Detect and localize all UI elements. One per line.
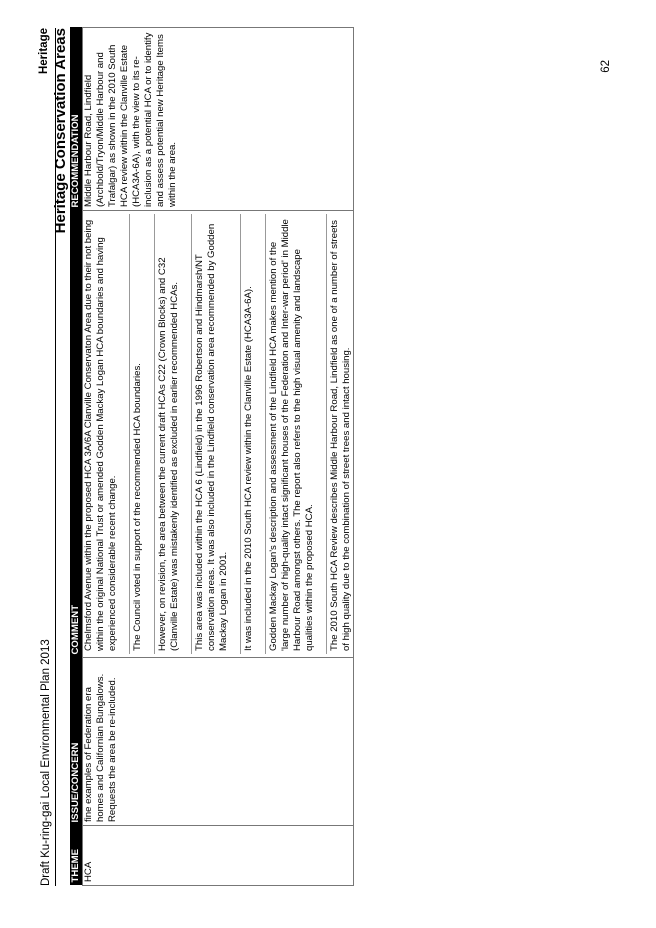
- issue-cell: fine examples of Federation era homes and Californian Bungalows. Requests the area be re-included.: [83, 658, 354, 826]
- table-row: [83, 28, 354, 886]
- page-number: 62: [600, 60, 612, 73]
- column-header-recommendation: RECOMMENDATION: [70, 28, 83, 211]
- document-title: Draft Ku-ring-gai Local Environmental Plan 2013: [40, 639, 52, 886]
- theme-cell: HCA: [83, 826, 354, 886]
- column-header-comment: COMMENT: [70, 211, 83, 658]
- comment-paragraph: It was included in the 2010 South HCA review within the Clanville Estate (HCA3A-6A).: [243, 214, 266, 654]
- table-header-row: [70, 28, 83, 886]
- comment-paragraph: Godden Mackay Logan's description and assessment of the Lindfield HCA makes mention of the 'large number of high-quality intact significant houses of the Federation and Inter-war period' in Middle Harbour Road amongst others. The report also refers to the high visual amenity and landscape qualities within the proposed HCA.: [268, 214, 327, 654]
- comment-paragraph: The Council voted in support of the recommended HCA boundaries.: [132, 214, 155, 654]
- section-heading: Heritage Conservation Areas: [52, 28, 69, 234]
- comment-paragraph: Chelmsford Avenue within the proposed HCA 3A/6A Clanville Conservaton Area due to their not being within the original National Trust or amended Godden Mackay Logan HCA boundaries and having experienced considerable recent change.: [83, 214, 130, 654]
- recommendation-cell: Middle Harbour Road, Lindfield (Archbold/Tryon/Middle Harbour and Trafalgar) as shown in the 2010 South HCA review within the Clanville Estate (HCA3A-6A), with the view to its re-inclusion as a potential HCA or to identify and assess potential new Heritage Items within the area.: [83, 28, 354, 211]
- comment-paragraph: This area was included within the HCA 6 (Lindfield) in the 1996 Robertson and Hindmarsh/NT conservation areas. It was also included in the Lindfield conservation area recommended by Godden Mackay Logan in 2001.: [194, 214, 241, 654]
- comment-paragraph: However, on revision, the area between the current draft HCAs C22 (Crown Blocks) and C32 (Clanville Estate) was mistakenly identified as excluded in earlier recommended HCAs.: [157, 214, 192, 654]
- header-rule: [55, 28, 56, 886]
- comment-cell: [83, 211, 354, 658]
- submissions-table: [70, 27, 354, 886]
- section-label: Heritage: [38, 28, 50, 75]
- column-header-issue: ISSUE/CONCERN: [70, 658, 83, 826]
- comment-paragraph: The 2010 South HCA Review describes Middle Harbour Road, Lindfield as one of a number of streets of high quality due to the combination of street trees and intact housing.: [329, 220, 352, 651]
- column-header-theme: THEME: [70, 826, 83, 886]
